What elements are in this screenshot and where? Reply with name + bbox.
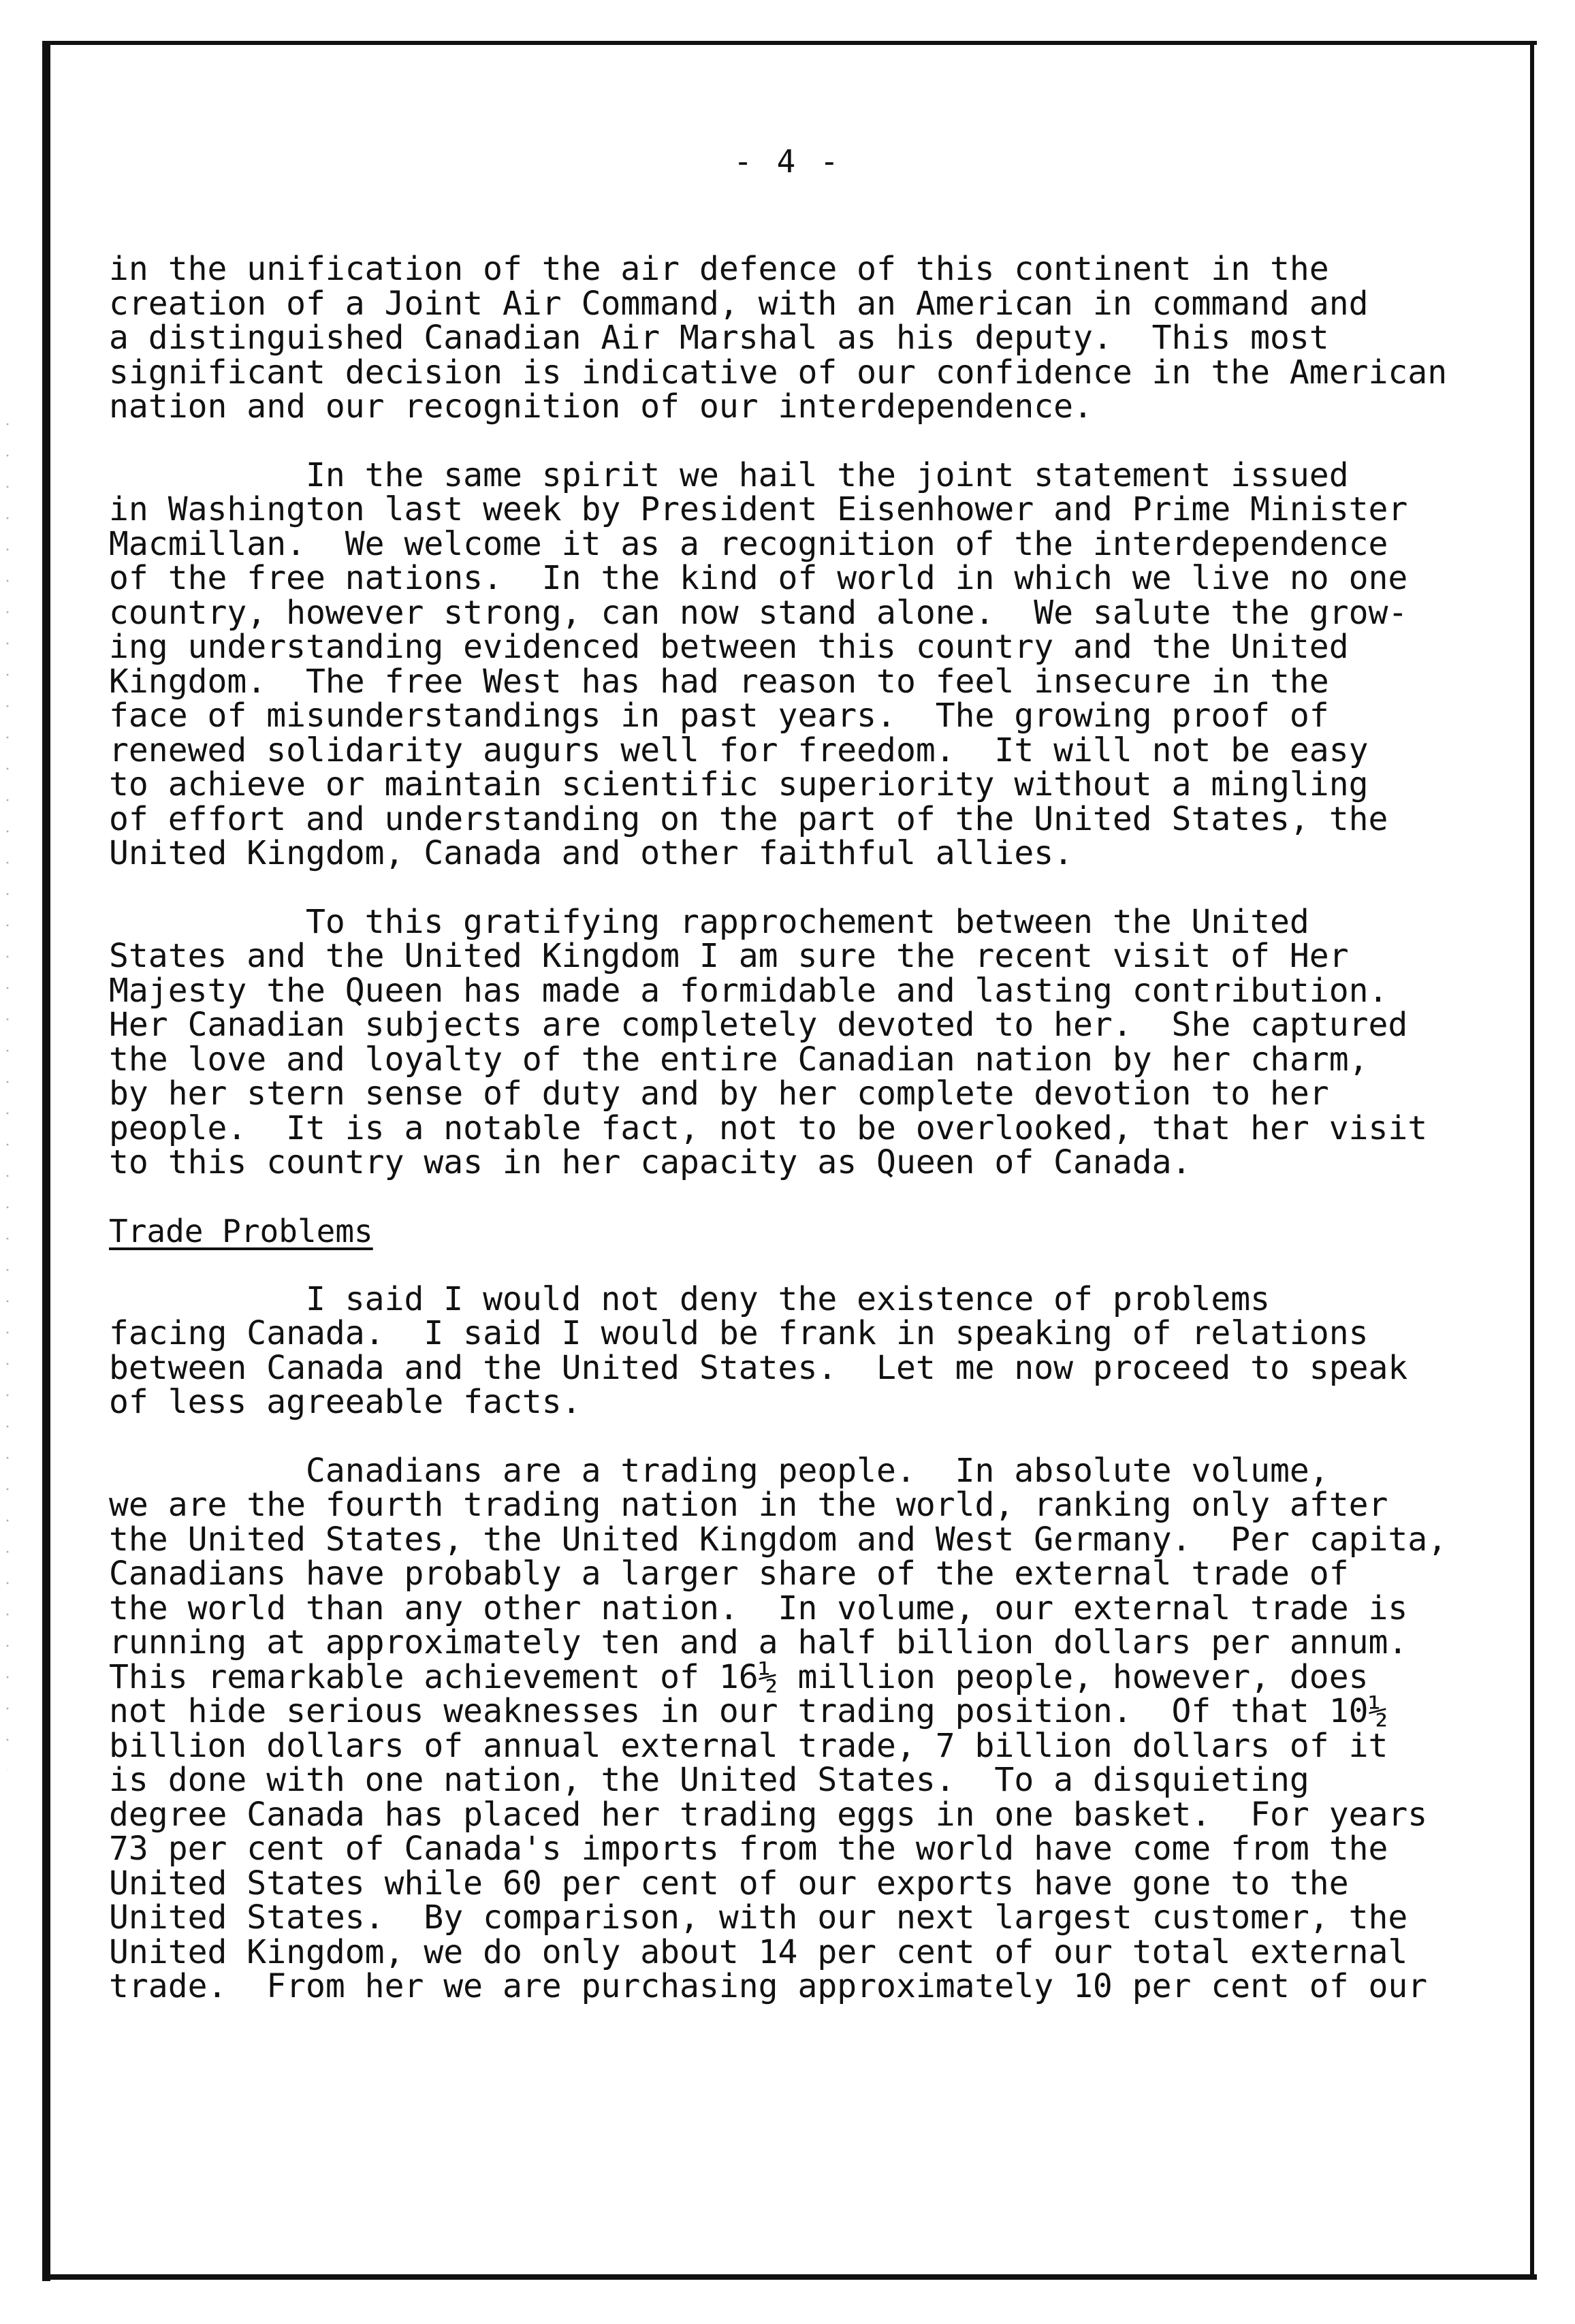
paragraph-air-defence: in the unification of the air defence of this continent in the creation of a Joint Air Command, with an American in command and a distinguished Canadian Air Marshal as his deputy. This most significant decision is indicative of our confidence in the American nation and our recognition of our interdependence. (109, 250, 1448, 426)
page-border-right (1530, 41, 1534, 2280)
paragraph-problems: I said I would not deny the existence of problems facing Canada. I said I would be frank in speaking of relations between Canada and the United States. Let me now proceed to speak of less agreeable facts. (109, 1279, 1408, 1421)
page-border-top (42, 41, 1537, 45)
page-border-left (42, 41, 50, 2281)
paragraph-trading-people: Canadians are a trading people. In absolute volume, we are the fourth trading nation in the world, ranking only after the United States, the United Kingdom and West Germany. Per capita, Canadians have probably a larger share of the external trade of the world than any other nation. In volume, our external trade is running at approximately ten and a half billion dollars per annum. This remarkable achievement of 16½ million people, however, does not hide serious weaknesses in our trading position. Of that 10½ billion dollars of annual external trade, 7 billion dollars of it is done with one nation, the United States. To a disquieting degree Canada has placed her trading eggs in one basket. For years 73 per cent of Canada's imports from the world have come from the United States while 60 per cent of our exports have gone to the United States. By comparison, with our next largest customer, the United Kingdom, we do only about 14 per cent of our total external trade. From her we are purchasing approximately 10 per cent of our (109, 1451, 1448, 2005)
section-heading-trade-problems: Trade Problems (109, 1212, 373, 1249)
paragraph-joint-statement: In the same spirit we hail the joint statement issued in Washington last week by President Eisenhower and Prime Minister Macmillan. We welcome it as a recognition of the interdependence of the free nations. In the kind of world in which we live no one country, however strong, can now stand alone. We salute the grow- ing understanding evidenced between this country and the United Kingdom. The free West has had reason to feel insecure in the face of misunderstandings in past years. The growing proof of renewed solidarity augurs well for freedom. It will not be easy to achieve or maintain scientific superiority without a mingling of effort and understanding on the part of the United States, the United Kingdom, Canada and other faithful allies. (109, 456, 1408, 872)
page-border-bottom (42, 2274, 1537, 2280)
scan-edge-artifacts (5, 409, 10, 1770)
paragraph-queen-visit: To this gratifying rapprochement between the United States and the United Kingdom I am sure the recent visit of Her Majesty the Queen has made a formidable and lasting contribution. Her Canadian subjects are completely devoted to her. She captured the love and loyalty of the entire Canadian nation by her charm, by her stern sense of duty and by her complete devotion to her people. It is a notable fact, not to be overlooked, that her visit to this country was in her capacity as Queen of Canada. (109, 902, 1428, 1181)
document-body (109, 252, 1512, 2004)
page-number: - 4 - (733, 143, 842, 180)
